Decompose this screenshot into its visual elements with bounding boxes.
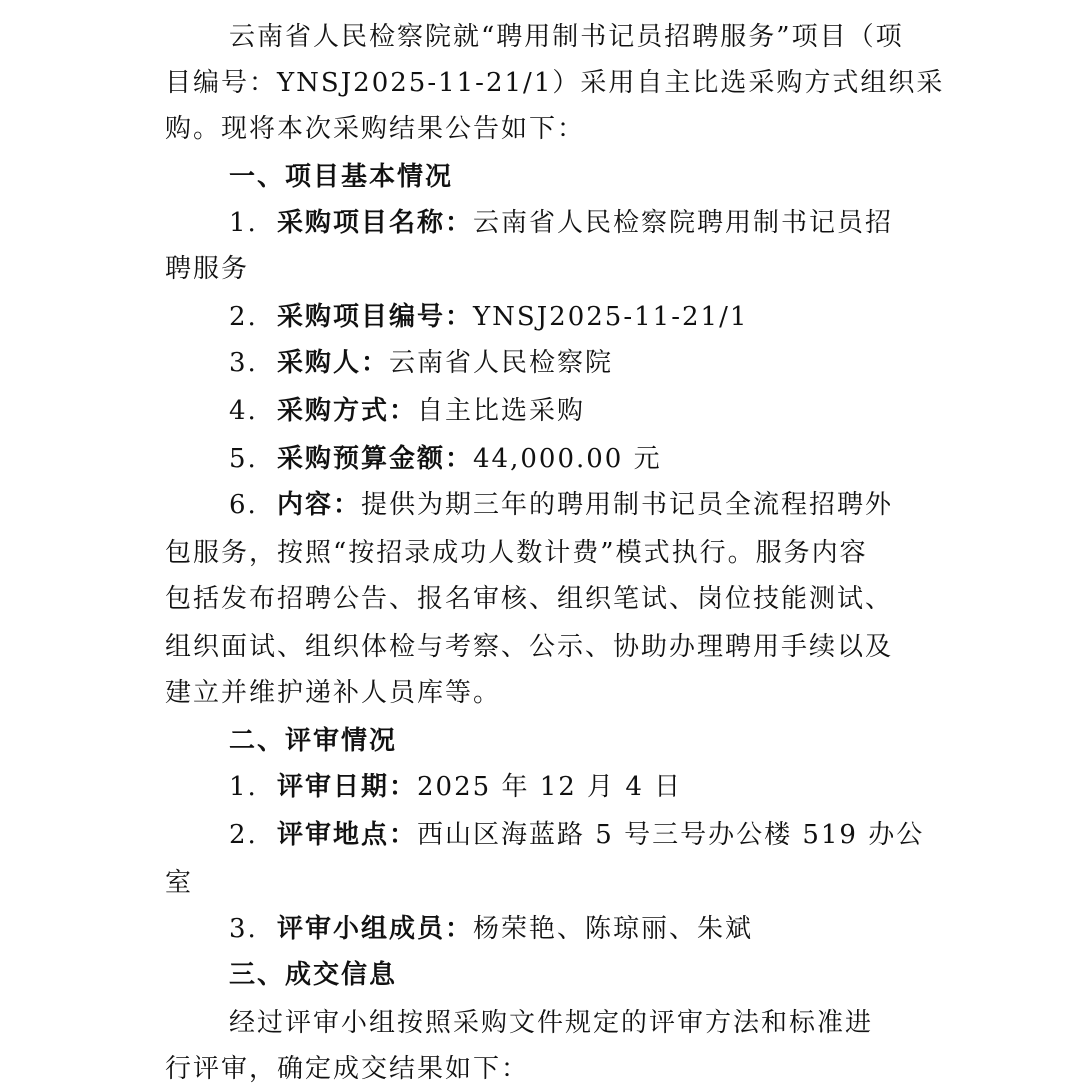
item-1-6-cont-3: 组织面试、组织体检与考察、公示、协助办理聘用手续以及: [165, 632, 894, 662]
item-label: 采购方式：: [277, 396, 418, 426]
intro-line-2: 目编号：YNSJ2025-11-21/1）采用自主比选采购方式组织采: [165, 68, 945, 98]
item-1-4: [229, 388, 585, 434]
item-number: 5.: [229, 444, 258, 474]
item-number: 2.: [229, 820, 258, 850]
item-value: 自主比选采购: [417, 396, 586, 426]
item-value: 2025 年 12 月 4 日: [417, 772, 683, 802]
item-1-1-cont: 聘服务: [165, 254, 250, 284]
item-1-6-cont-2: 包括发布招聘公告、报名审核、组织笔试、岗位技能测试、: [165, 584, 894, 614]
item-label: 评审日期：: [277, 772, 418, 802]
intro-line-1: 云南省人民检察院就“聘用制书记员招聘服务”项目（项: [229, 22, 904, 52]
item-1-6-cont-4: 建立并维护递补人员库等。: [165, 678, 502, 708]
section-heading-2: 二、评审情况: [229, 726, 398, 756]
item-value: 云南省人民检察院: [389, 348, 614, 378]
item-number: 3.: [229, 914, 258, 944]
item-1-6: [229, 482, 893, 528]
item-label: 评审小组成员：: [277, 914, 474, 944]
section-heading-1: 一、项目基本情况: [229, 162, 454, 192]
item-label: 采购项目编号：: [277, 302, 474, 332]
section-heading-3: 三、成交信息: [229, 960, 398, 990]
item-value: 44,000.00 元: [473, 444, 662, 474]
item-2-1: [229, 764, 682, 810]
item-1-6-cont-1: 包服务，按照“按招录成功人数计费”模式执行。服务内容: [165, 538, 868, 568]
item-label: 采购预算金额：: [277, 444, 474, 474]
item-value: 提供为期三年的聘用制书记员全流程招聘外: [361, 490, 894, 520]
item-number: 3.: [229, 348, 258, 378]
item-1-2: [229, 294, 748, 340]
section3-line-2: 行评审，确定成交结果如下：: [165, 1054, 530, 1084]
item-label: 评审地点：: [277, 820, 418, 850]
item-number: 1.: [229, 772, 258, 802]
item-label: 采购人：: [277, 348, 390, 378]
intro-line-3: 购。现将本次采购结果公告如下：: [165, 114, 586, 144]
item-1-3: [229, 340, 613, 386]
item-value: YNSJ2025-11-21/1: [473, 302, 749, 332]
item-value: 云南省人民检察院聘用制书记员招: [473, 208, 894, 238]
item-label: 内容：: [277, 490, 362, 520]
item-label: 采购项目名称：: [277, 208, 474, 238]
item-number: 2.: [229, 302, 258, 332]
item-2-2-cont: 室: [165, 868, 194, 898]
item-1-1: [229, 200, 893, 246]
item-2-3: [229, 906, 753, 952]
item-2-2: [229, 812, 924, 858]
item-value: 西山区海蓝路 5 号三号办公楼 519 办公: [417, 820, 925, 850]
item-number: 6.: [229, 490, 258, 520]
section3-line-1: 经过评审小组按照采购文件规定的评审方法和标准进: [229, 1008, 874, 1038]
item-number: 1.: [229, 208, 258, 238]
item-1-5: [229, 436, 662, 482]
item-value: 杨荣艳、陈琼丽、朱斌: [473, 914, 754, 944]
item-number: 4.: [229, 396, 258, 426]
